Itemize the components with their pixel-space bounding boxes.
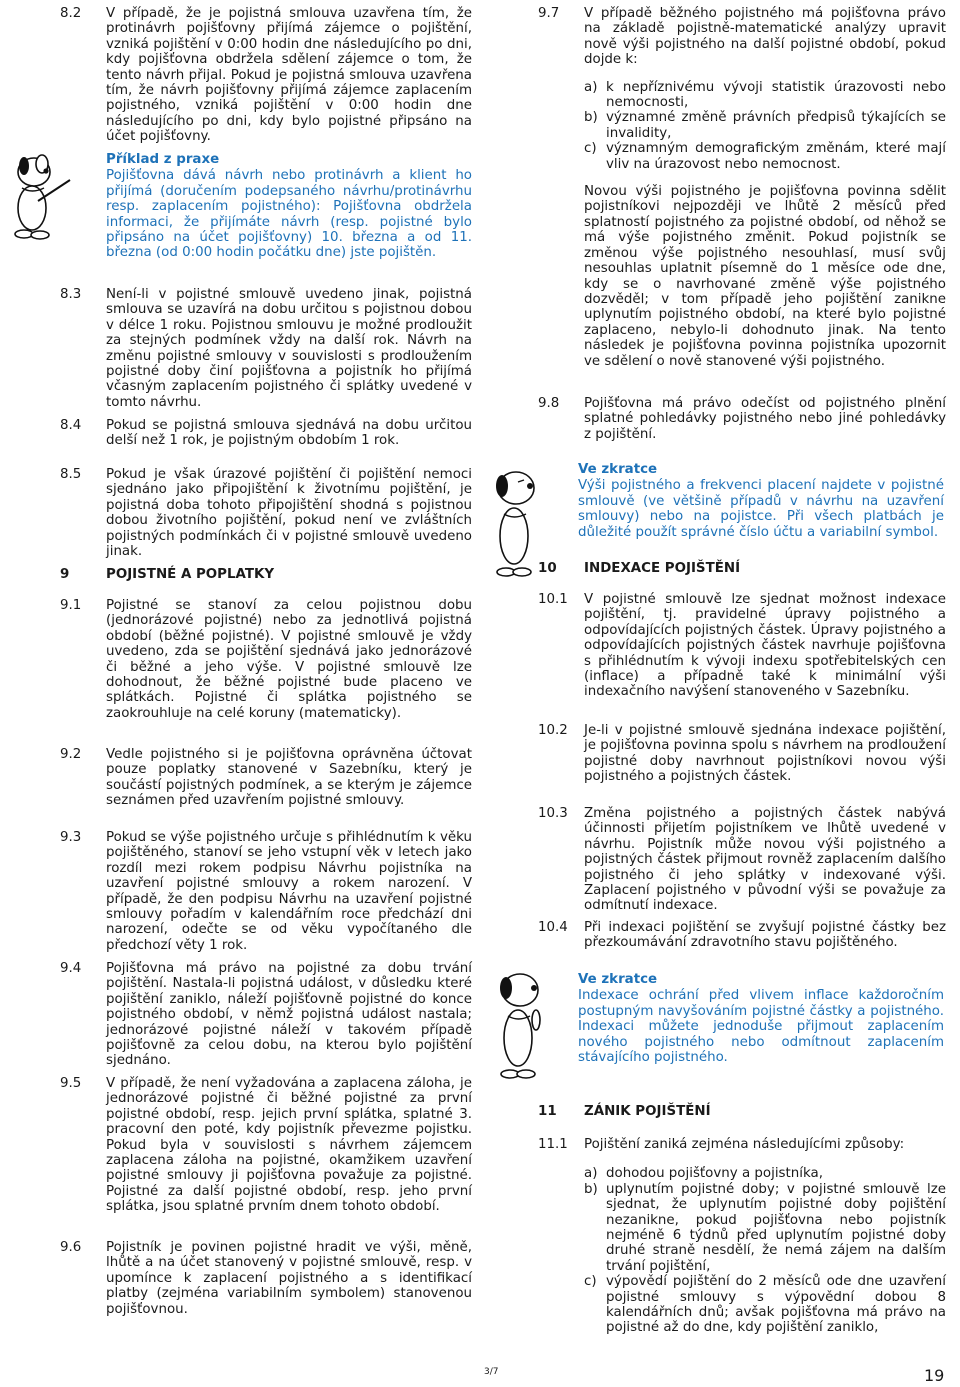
section-text: V případě, že je pojistná smlouva uzavřena tím, že protinávrh pojišťovny přijímá zájemce o pojištění, vzniká pojištění v 0:00 hodin dne následujícího po dni, kdy pojišťovna obdržela sdělení zájemce o tom, že tento návrh přijal. Pokud je pojistná smlouva uzavřena tím, že návrh pojišťovny přijímá zájemce zaplacením pojistného, vzniká pojištění v 0:00 hodin dne následujícího po dni, kdy bylo pojistné připsáno na účet pojišťovny. — [106, 6, 472, 145]
list-label: a) — [584, 1166, 598, 1182]
section-9-8 — [538, 396, 946, 442]
heading-title: POJISTNÉ A POPLATKY — [106, 567, 275, 582]
heading-number: 11 — [538, 1104, 557, 1119]
example-title: Příklad z praxe — [106, 152, 220, 167]
section-number: 8.3 — [60, 287, 82, 302]
heading-number: 10 — [538, 561, 557, 576]
summary-text: Indexace ochrání před vlivem inflace každoročním postupným navyšováním pojistné částky a pojistného. Indexaci můžete jednoduše přijmout zaplacením nového pojistného nebo odmítnout zaplacením stávajícího pojistného. — [578, 988, 944, 1066]
section-number: 9.2 — [60, 747, 82, 762]
list-text: uplynutím pojistné doby; v pojistné smlouvě lze sjednat, že uplynutím pojistné doby pojištění nezanikne, pokud pojišťovna nebo pojistník nejméně 6 týdnů před uplynutím pojistné doby druhé straně nesdělí, že nemá zájem na dalším trvání pojištění, — [606, 1181, 946, 1274]
heading-title: ZÁNIK POJIŠTĚNÍ — [584, 1104, 711, 1119]
list-label: b) — [584, 110, 598, 126]
list-item — [584, 80, 946, 111]
section-number: 10.4 — [538, 920, 568, 935]
section-text: Pojišťovna má právo na pojistné za dobu trvání pojištění. Nastala-li pojistná událost, v důsledku které pojištění zaniklo, náleží pojišťovně pojistné do konce pojistného období, v němž pojistná událost nastala; jednorázové pojistné náleží v takovém případě pojišťovně za celou dobu, na kterou bylo pojištění sjednáno. — [106, 961, 472, 1069]
section-number: 10.3 — [538, 806, 568, 821]
section-10-3 — [538, 806, 946, 914]
section-number: 9.8 — [538, 396, 560, 411]
section-number: 8.5 — [60, 467, 82, 482]
section-number: 9.4 — [60, 961, 82, 976]
section-number: 9.7 — [538, 6, 560, 21]
list-label: b) — [584, 1181, 598, 1197]
page-number: 19 — [924, 1366, 945, 1385]
section-number: 9.3 — [60, 830, 82, 845]
section-text: Vedle pojistného si je pojišťovna oprávněna účtovat pouze poplatky stanovené v Sazebníku, který je součástí pojistných podmínek, a se kterým je zájemce seznámen před uzavřením pojistné smlouvy. — [106, 747, 472, 809]
document-page-indicator: 3/7 — [484, 1367, 499, 1377]
list-item — [584, 1274, 946, 1336]
section-text: Je-li v pojistné smlouvě sjednána indexace pojištění, je pojišťovna povinna spolu s návrhem na prodloužení pojistné doby navrhnout pojistníkovi novou výši pojistného a pojistných částek. — [584, 723, 946, 785]
example-text: Pojišťovna dává návrh nebo protinávrh a klient ho přijímá (doručením podepsaného návrhu/protinávrhu resp. zaplacením pojistného): Pojišťovna obdržela informaci, že přijímáte návrh (resp. pojistné bylo připsáno na účet pojišťovny) 10. března a od 11. března (od 0:00 hodin počátku dne) jste pojištěn. — [106, 168, 472, 261]
section-text: Pokud se výše pojistného určuje s přihlédnutím k věku pojištěného, stanoví se jeho vstupní věk v letech jako rozdíl mezi rokem podpisu Návrhu pojistníka na uzavření pojistné smlouvy a rokem narození. V případě, že den podpisu Návrhu na uzavření pojistné smlouvy pořadím v kalendářním roce předchází dni narození, odečte se od věku vypočítaného dle předchozí věty 1 rok. — [106, 830, 472, 953]
heading-11 — [538, 1104, 946, 1119]
section-number: 8.4 — [60, 418, 82, 433]
snoopy-pointing-illustration — [4, 146, 76, 242]
list-text: k nepříznivému vývoji statistik úrazovosti nebo nemocnosti, — [606, 79, 946, 111]
heading-number: 9 — [60, 567, 70, 582]
section-number: 11.1 — [538, 1137, 568, 1152]
section-number: 10.2 — [538, 723, 568, 738]
list-text: dohodou pojišťovny a pojistníka, — [606, 1166, 823, 1182]
condition-list — [584, 80, 946, 172]
list-label: c) — [584, 141, 597, 157]
summary-text: Výši pojistného a frekvenci placení najdete v pojistné smlouvě (ve většině případů v návrhu na uzavření smlouvy) nebo na pojistce. Při všech platbách je důležité použít správné číslo účtu a variabilní symbol. — [578, 478, 944, 540]
heading-title: INDEXACE POJIŠTĚNÍ — [584, 561, 741, 576]
section-10-2 — [538, 723, 946, 785]
section-8-2 — [60, 6, 472, 145]
section-8-3 — [60, 287, 472, 410]
list-text: výpovědí pojištění do 2 měsíců ode dne uzavření pojistné smlouvy s výpovědní dobou 8 kalendářních dnů; avšak pojišťovna má právo na pojistné až do dne, kdy pojištění zaniklo, — [606, 1274, 946, 1336]
snoopy-waving-illustration — [490, 962, 548, 1082]
section-9-2 — [60, 747, 472, 809]
summary-box-payments — [578, 462, 944, 540]
section-number: 9.1 — [60, 598, 82, 613]
list-label: c) — [584, 1274, 597, 1290]
heading-10 — [538, 561, 946, 576]
section-9-4 — [60, 961, 472, 1069]
list-text: významné změně právních předpisů týkajících se invalidity, — [606, 110, 946, 141]
list-item — [584, 110, 946, 141]
summary-title: Ve zkratce — [578, 972, 658, 987]
section-text: Pojistné se stanoví za celou pojistnou dobu (jednorázové pojistné) nebo za jednotlivá pojistná období (běžné pojistné). V pojistné smlouvě je vždy uvedeno, zda se pojištění sjednává jako jednorázové či běžné a jeho výše. V pojistné smlouvě lze dohodnout, že běžné pojistné bude placeno ve splátkách. Pojistné či splátka pojistného se zaokrouhluje na celé koruny (matematicky). — [106, 598, 472, 721]
section-text: V pojistné smlouvě lze sjednat možnost indexace pojištění, tj. pravidelné úpravy pojistného a odpovídajících pojistných částek. Úpravy pojistného a odpovídajících pojistných částek navrhuje pojišťovna s přihlédnutím k vývoji indexu spotřebitelských cen (inflace) a případně také k minimální výši indexačního navýšení stanoveného v Sazebníku. — [584, 592, 946, 700]
snoopy-standing-illustration — [486, 460, 544, 580]
section-text: Pokud se pojistná smlouva sjednává na dobu určitou delší než 1 rok, je pojistným obdobím 1 rok. — [106, 418, 472, 449]
section-number: 10.1 — [538, 592, 568, 607]
section-9-6 — [60, 1240, 472, 1317]
list-item — [584, 141, 946, 172]
section-text: Pojišťovna má právo odečíst od pojistného plnění splatné pohledávky pojistného nebo jiné pohledávky z pojištění. — [584, 396, 946, 442]
section-9-5 — [60, 1076, 472, 1215]
section-number: 9.6 — [60, 1240, 82, 1255]
section-text-continued: Novou výši pojistného je pojišťovna povinna sdělit pojistníkovi nejpozději ve lhůtě 2 měsíců před splatností pojistného za pojistné období, od něhož se má výše pojistného změnit. Pokud pojistník se změnou výše pojistného nesouhlasí, musí svůj nesouhlas uplatnit písemně do 1 měsíce ode dne, kdy se o navrhované změně výše pojistného dozvěděl; v tom případě jeho pojištění zanikne uplynutím pojistného období, na které bylo pojistné zaplaceno, nebylo-li dohodnuto jinak. Na tento následek je pojišťovna povinna pojistníka upozornit ve sdělení o nově stanovené výši pojistného. — [584, 184, 946, 369]
section-8-4 — [60, 418, 472, 449]
section-11-1 — [538, 1137, 946, 1336]
list-item — [584, 1182, 946, 1274]
section-number: 9.5 — [60, 1076, 82, 1091]
termination-list — [584, 1166, 946, 1335]
section-text: Při indexaci pojištění se zvyšují pojistné částky bez přezkoumávání zdravotního stavu pojištěného. — [584, 920, 946, 951]
list-text: významným demografickým změnám, které mají vliv na úrazovost nebo nemocnost. — [606, 141, 946, 172]
section-text: Pokud je však úrazové pojištění či pojištění nemoci sjednáno jako připojištění k životnímu pojištění, je pojistná doba tohoto připojištění shodná s pojistnou dobou životního pojištění, pokud není ve zvláštních pojistných podmínkách či v pojistné smlouvě uvedeno jinak. — [106, 467, 472, 560]
section-text: Změna pojistného a pojistných částek nabývá účinnosti přijetím pojistníkem ve lhůtě uvedené v návrhu. Pojistník může novou výši pojistného a pojistných částek přijmout rovněž zaplacením dalšího pojistného či jeho splátky v indexované výši. Zaplacení pojistného v původní výši se považuje za odmítnutí indexace. — [584, 806, 946, 914]
section-text: Pojistník je povinen pojistné hradit ve výši, měně, lhůtě a na účet stanovený v pojistné smlouvě, resp. v upomínce k zaplacení pojistného a s identifikací platby (zejména variabilním symbolem) stanovenou pojišťovnou. — [106, 1240, 472, 1317]
example-box — [106, 152, 472, 261]
section-10-4 — [538, 920, 946, 951]
heading-9 — [60, 567, 472, 582]
section-text: Není-li v pojistné smlouvě uvedeno jinak, pojistná smlouva se uzavírá na dobu určitou s pojistnou dobou v délce 1 roku. Pojistnou smlouvu je možné prodloužit za stejných podmínek vždy na další rok. Návrh na změnu pojistné smlouvy v souvislosti s prodloužením pojistné doby činí pojišťovna a pojistník ho přijímá včasným zaplacením pojistného či splátky uvedené v tomto návrhu. — [106, 287, 472, 410]
list-item — [584, 1166, 946, 1181]
section-10-1 — [538, 592, 946, 700]
section-9-7 — [538, 6, 946, 369]
section-text: V případě, že není vyžadována a zaplacena záloha, je jednorázové pojistné či běžné pojistné za první pojistné období, resp. jejich první splátka, splatné 3. pracovní den poté, kdy pojistník převezme pojistku. Pokud byla v souvislosti s návrhem zájemcem zaplacena záloha na pojistné, okamžikem uzavření pojistné smlouvy ji pojišťovna považuje za pojistné. Pojistné za další pojistné období, resp. jeho první splátka, jsou splatné prvním dnem tohoto období. — [106, 1076, 472, 1215]
summary-title: Ve zkratce — [578, 462, 658, 477]
section-8-5 — [60, 467, 472, 559]
section-9-1 — [60, 598, 472, 721]
section-9-3 — [60, 830, 472, 953]
list-label: a) — [584, 79, 598, 95]
section-text: V případě běžného pojistného má pojišťovna právo na základě pojistně-matematické analýzy upravit nově výši pojistného na další pojistné období, pokud dojde k: — [584, 6, 946, 68]
section-number: 8.2 — [60, 6, 82, 21]
section-text: Pojištění zaniká zejména následujícími způsoby: — [584, 1137, 905, 1152]
summary-box-indexation — [578, 972, 944, 1065]
